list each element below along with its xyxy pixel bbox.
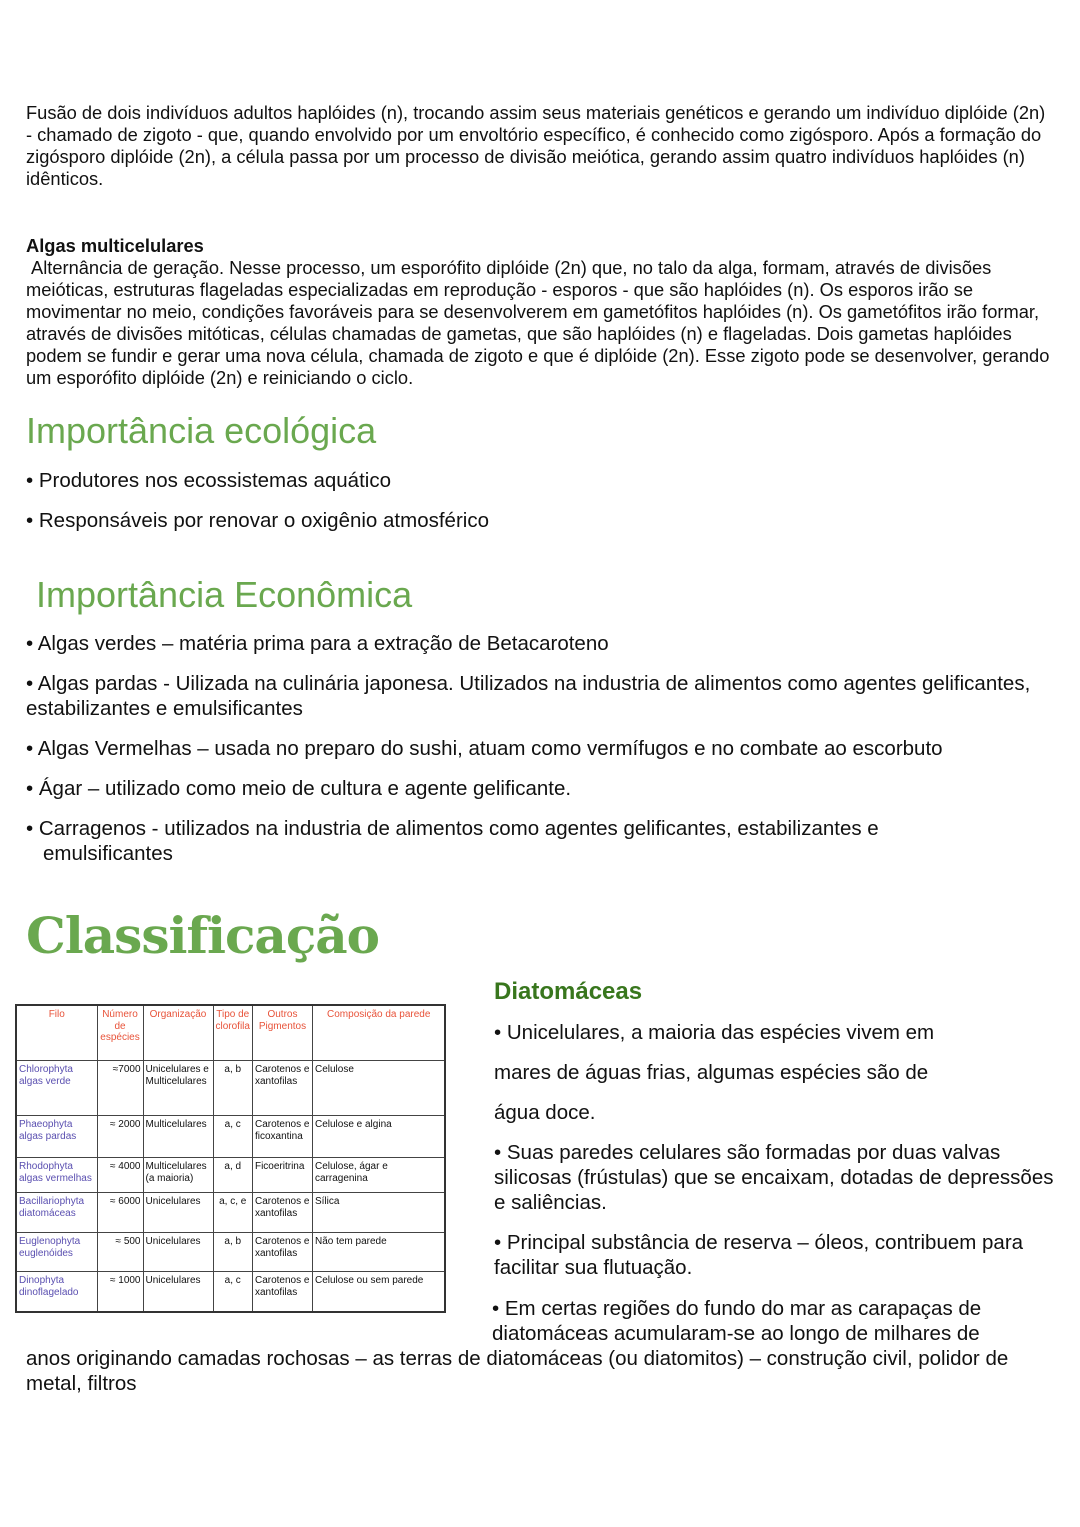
econ-item: • Algas verdes – matéria prima para a extração de Betacaroteno bbox=[26, 632, 609, 655]
table-cell: ≈ 1000 bbox=[97, 1272, 143, 1312]
table-cell: a, b bbox=[213, 1233, 252, 1272]
multicellular-paragraph: Alternância de geração. Nesse processo, um esporófito diplóide (2n) que, no talo da alga, formam, através de divisões meióticas, estruturas flageladas especializadas em reprodução - esporos - que são haplóides (n). Os esporos irão se movimentar no meio, condições favoráveis para se desenvolverem em gametófitos haplóides (n). Os gametófitos irão formar, através de divisões mitóticas, células chamadas de gametas, que são haplóides (n) e flageladas. Dois gametas haplóides podem se fundir e gerar uma nova célula, chamada de zigoto e que é diplóide (2n). Esse zigoto pode se desenvolver, gerando um esporófito diplóide (2n) e reiniciando o ciclo. bbox=[26, 257, 1050, 388]
header-cell: Composição da parede bbox=[312, 1005, 445, 1061]
table-cell: Celulose, ágar e carragenina bbox=[312, 1158, 445, 1193]
table-cell: Euglenophyta euglenóides bbox=[16, 1233, 97, 1272]
table-cell: Não tem parede bbox=[312, 1233, 445, 1272]
table-row bbox=[16, 1061, 445, 1116]
diatom-text: água doce. bbox=[494, 1101, 596, 1124]
table-cell: Unicelulares e Multicelulares bbox=[143, 1061, 213, 1116]
diatom-text: • Suas paredes celulares são formadas por duas valvas silicosas (frústulas) que se encaixam, dotadas de depressões e saliências. bbox=[494, 1141, 1054, 1214]
table-cell: Carotenos e xantofilas bbox=[252, 1233, 312, 1272]
table-cell: Celulose ou sem parede bbox=[312, 1272, 445, 1312]
diatom-text: • Em certas regiões do fundo do mar as carapaças de diatomáceas acumularam-se ao longo de milhares de bbox=[492, 1297, 982, 1345]
table-cell: Bacillariophyta diatomáceas bbox=[16, 1193, 97, 1233]
economic-heading: Importância Econômica bbox=[36, 574, 413, 615]
eco-item: • Produtores nos ecossistemas aquático bbox=[26, 469, 391, 492]
header-cell: Tipo de clorofila bbox=[213, 1005, 252, 1061]
table-cell: a, b bbox=[213, 1061, 252, 1116]
table-cell: a, c bbox=[213, 1116, 252, 1158]
table-cell: a, c bbox=[213, 1272, 252, 1312]
header-cell: Filo bbox=[16, 1005, 97, 1061]
table-header-row bbox=[16, 1005, 445, 1061]
table-cell: Carotenos e ficoxantina bbox=[252, 1116, 312, 1158]
table-cell: Celulose e algina bbox=[312, 1116, 445, 1158]
table-cell: Multicelulares (a maioria) bbox=[143, 1158, 213, 1193]
table-cell: a, c, e bbox=[213, 1193, 252, 1233]
table-row bbox=[16, 1116, 445, 1158]
econ-item: • Ágar – utilizado como meio de cultura e agente gelificante. bbox=[26, 777, 572, 800]
table-row bbox=[16, 1233, 445, 1272]
diatom-text: anos originando camadas rochosas – as terras de diatomáceas (ou diatomitos) – construção civil, polidor de metal, filtros bbox=[26, 1347, 1009, 1395]
table-cell: Dinophyta dinoflagelado bbox=[16, 1272, 97, 1312]
table-cell: ≈ 2000 bbox=[97, 1116, 143, 1158]
diatom-text: • Unicelulares, a maioria das espécies vivem em bbox=[494, 1021, 935, 1044]
table-cell: Chlorophyta algas verde bbox=[16, 1061, 97, 1116]
table-cell: Sílica bbox=[312, 1193, 445, 1233]
table-cell: ≈ 4000 bbox=[97, 1158, 143, 1193]
table-cell: Carotenos e xantofilas bbox=[252, 1272, 312, 1312]
table-cell: ≈ 6000 bbox=[97, 1193, 143, 1233]
table-cell: Celulose bbox=[312, 1061, 445, 1116]
table-cell: Unicelulares bbox=[143, 1193, 213, 1233]
econ-item: • Algas Vermelhas – usada no preparo do sushi, atuam como vermífugos e no combate ao escorbuto bbox=[26, 737, 943, 760]
multicellular-heading: Algas multicelulares bbox=[26, 235, 204, 256]
diatom-text: mares de águas frias, algumas espécies são de bbox=[494, 1061, 929, 1084]
table-cell: Unicelulares bbox=[143, 1272, 213, 1312]
ecological-heading: Importância ecológica bbox=[26, 410, 377, 451]
header-cell: Organização bbox=[143, 1005, 213, 1061]
header-cell: Número de espécies bbox=[97, 1005, 143, 1061]
table-cell: Multicelulares bbox=[143, 1116, 213, 1158]
econ-item: • Carragenos - utilizados na industria de alimentos como agentes gelificantes, estabilizantes e emulsificantes bbox=[26, 817, 879, 865]
table-cell: Ficoeritrina bbox=[252, 1158, 312, 1193]
header-cell: Outros Pigmentos bbox=[252, 1005, 312, 1061]
diatom-text: • Principal substância de reserva – óleos, contribuem para facilitar sua flutuação. bbox=[494, 1231, 1024, 1279]
table-cell: Rhodophyta algas vermelhas bbox=[16, 1158, 97, 1193]
table-cell: Phaeophyta algas pardas bbox=[16, 1116, 97, 1158]
econ-item: • Algas pardas - Uilizada na culinária japonesa. Utilizados na industria de alimentos como agentes gelificantes, estabilizantes e emulsificantes bbox=[26, 672, 1031, 720]
classification-heading: Classificação bbox=[26, 906, 380, 965]
table-cell: Unicelulares bbox=[143, 1233, 213, 1272]
classification-table bbox=[15, 1004, 446, 1313]
table-cell: ≈7000 bbox=[97, 1061, 143, 1116]
intro-paragraph: Fusão de dois indivíduos adultos haplóides (n), trocando assim seus materiais genéticos e gerando um indivíduo diplóide (2n) - chamado de zigoto - que, quando envolvido por um envoltório específico, é conhecido como zigósporo. Após a formação do zigósporo diplóide (2n), a célula passa por um processo de divisão meiótica, gerando assim quatro indivíduos haplóides (n) idênticos. bbox=[26, 102, 1046, 189]
table-cell: a, d bbox=[213, 1158, 252, 1193]
diatom-heading: Diatomáceas bbox=[494, 978, 643, 1005]
table-row bbox=[16, 1272, 445, 1312]
table-cell: ≈ 500 bbox=[97, 1233, 143, 1272]
table-cell: Carotenos e xantofilas bbox=[252, 1061, 312, 1116]
table-row bbox=[16, 1193, 445, 1233]
eco-item: • Responsáveis por renovar o oxigênio atmosférico bbox=[26, 509, 489, 532]
table-cell: Carotenos e xantofilas bbox=[252, 1193, 312, 1233]
table-row bbox=[16, 1158, 445, 1193]
